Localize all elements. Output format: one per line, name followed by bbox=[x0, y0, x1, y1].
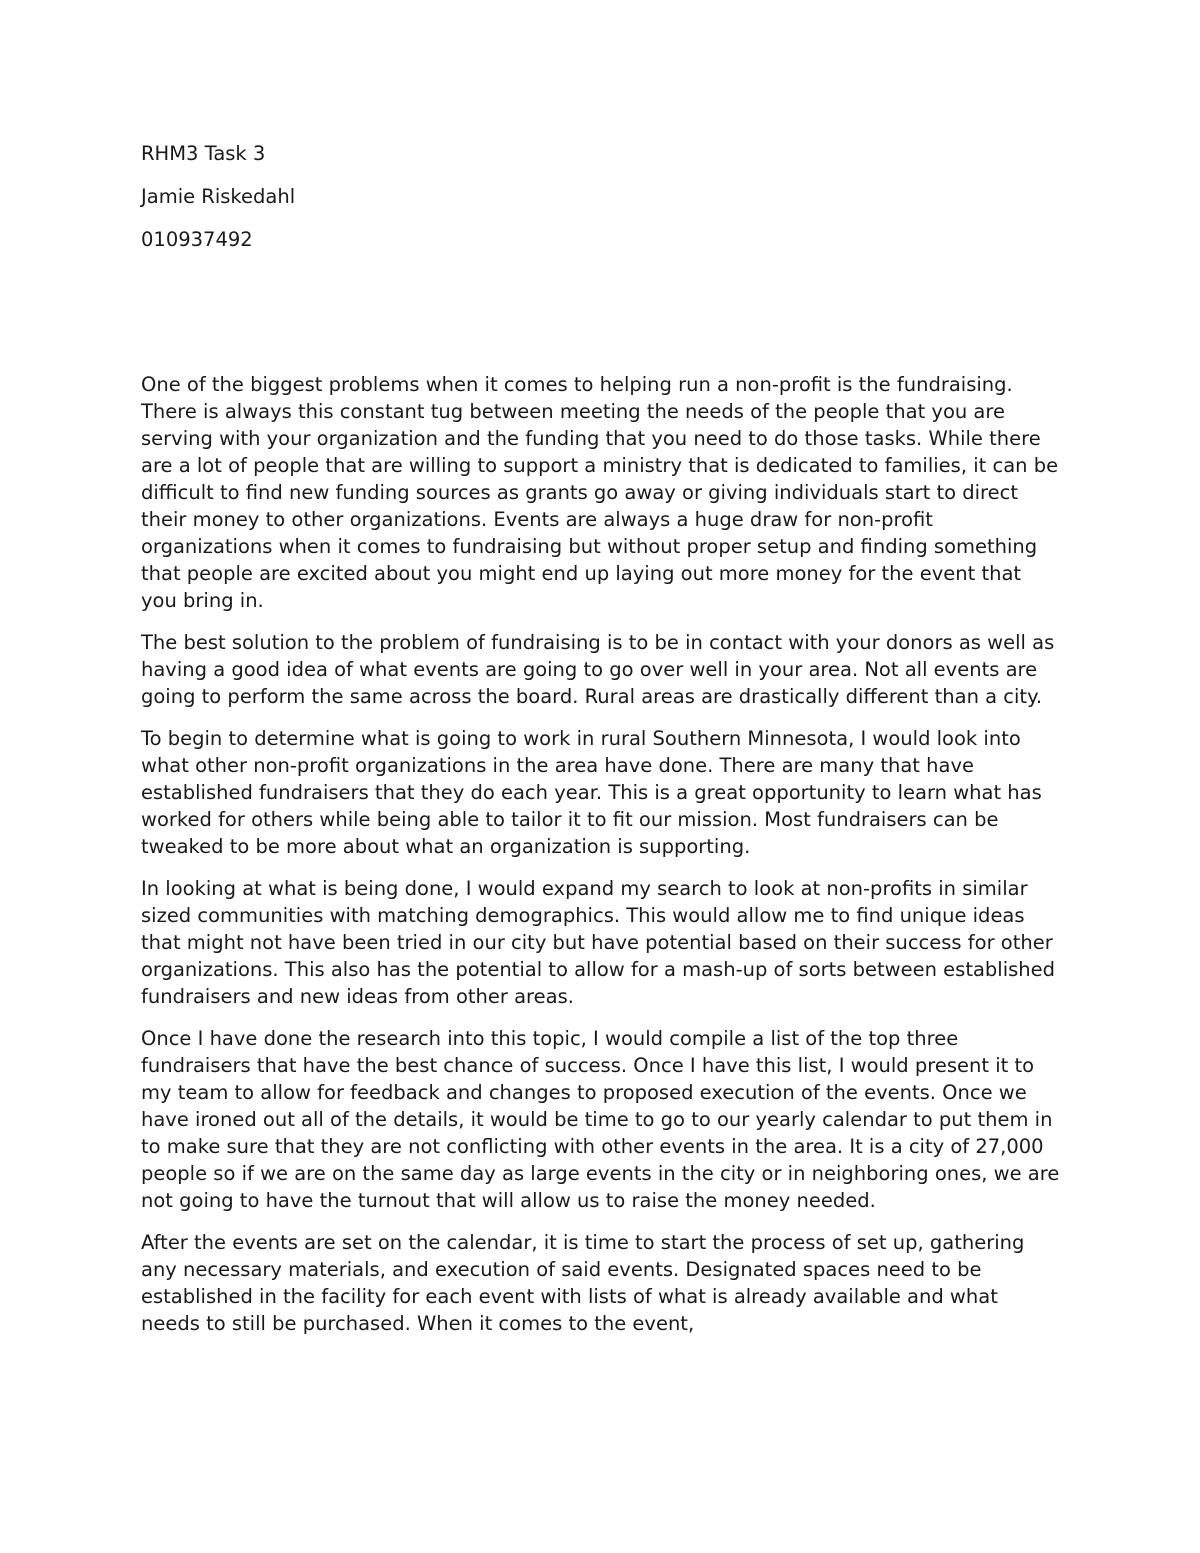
document-title: RHM3 Task 3 bbox=[141, 142, 266, 165]
student-id: 010937492 bbox=[141, 228, 253, 251]
author-name: Jamie Riskedahl bbox=[141, 185, 296, 208]
paragraph: Once I have done the research into this topic, I would compile a list of the top three fundraisers that have the best chance of success. Once I have this list, I would present it to my team to allow for feedback and changes to proposed execution of the events. Once we have ironed out all of the details, it would be time to go to our yearly calendar to put them in to make sure that they are not conflicting with other events in the area. It is a city of 27,000 people so if we are on the same day as large events in the city or in neighboring ones, we are not going to have the turnout that will allow us to raise the money needed. bbox=[141, 1027, 1060, 1212]
paragraph: In looking at what is being done, I would expand my search to look at non-profits in similar sized communities with matching demographics. This would allow me to find unique ideas that might not have been tried in our city but have potential based on their success for other organizations. This also has the potential to allow for a mash-up of sorts between established fundraisers and new ideas from other areas. bbox=[141, 877, 1056, 1008]
paragraph: To begin to determine what is going to work in rural Southern Minnesota, I would look into what other non-profit organizations in the area have done. There are many that have established fundraisers that they do each year. This is a great opportunity to learn what has worked for others while being able to tailor it to fit our mission. Most fundraisers can be tweaked to be more about what an organization is supporting. bbox=[141, 727, 1042, 858]
paragraph: After the events are set on the calendar, it is time to start the process of set up, gathering any necessary materials, and execution of said events. Designated spaces need to be established in the facility for each event with lists of what is already available and what needs to still be purchased. When it comes to the event, bbox=[141, 1231, 1025, 1335]
document-body bbox=[141, 140, 1061, 1352]
paragraph: The best solution to the problem of fundraising is to be in contact with your donors as well as having a good idea of what events are going to go over well in your area. Not all events are going to perform the same across the board. Rural areas are drastically different than a city. bbox=[141, 631, 1055, 708]
header-spacer bbox=[141, 269, 1061, 371]
paragraph: One of the biggest problems when it comes to helping run a non-profit is the fundraising. There is always this constant tug between meeting the needs of the people that you are serving with your organization and the funding that you need to do those tasks. While there are a lot of people that are willing to support a ministry that is dedicated to families, it can be difficult to find new funding sources as grants go away or giving individuals start to direct their money to other organizations. Events are always a huge draw for non-profit organizations when it comes to fundraising but without proper setup and finding something that people are excited about you might end up laying out more money for the event that you bring in. bbox=[141, 373, 1059, 612]
